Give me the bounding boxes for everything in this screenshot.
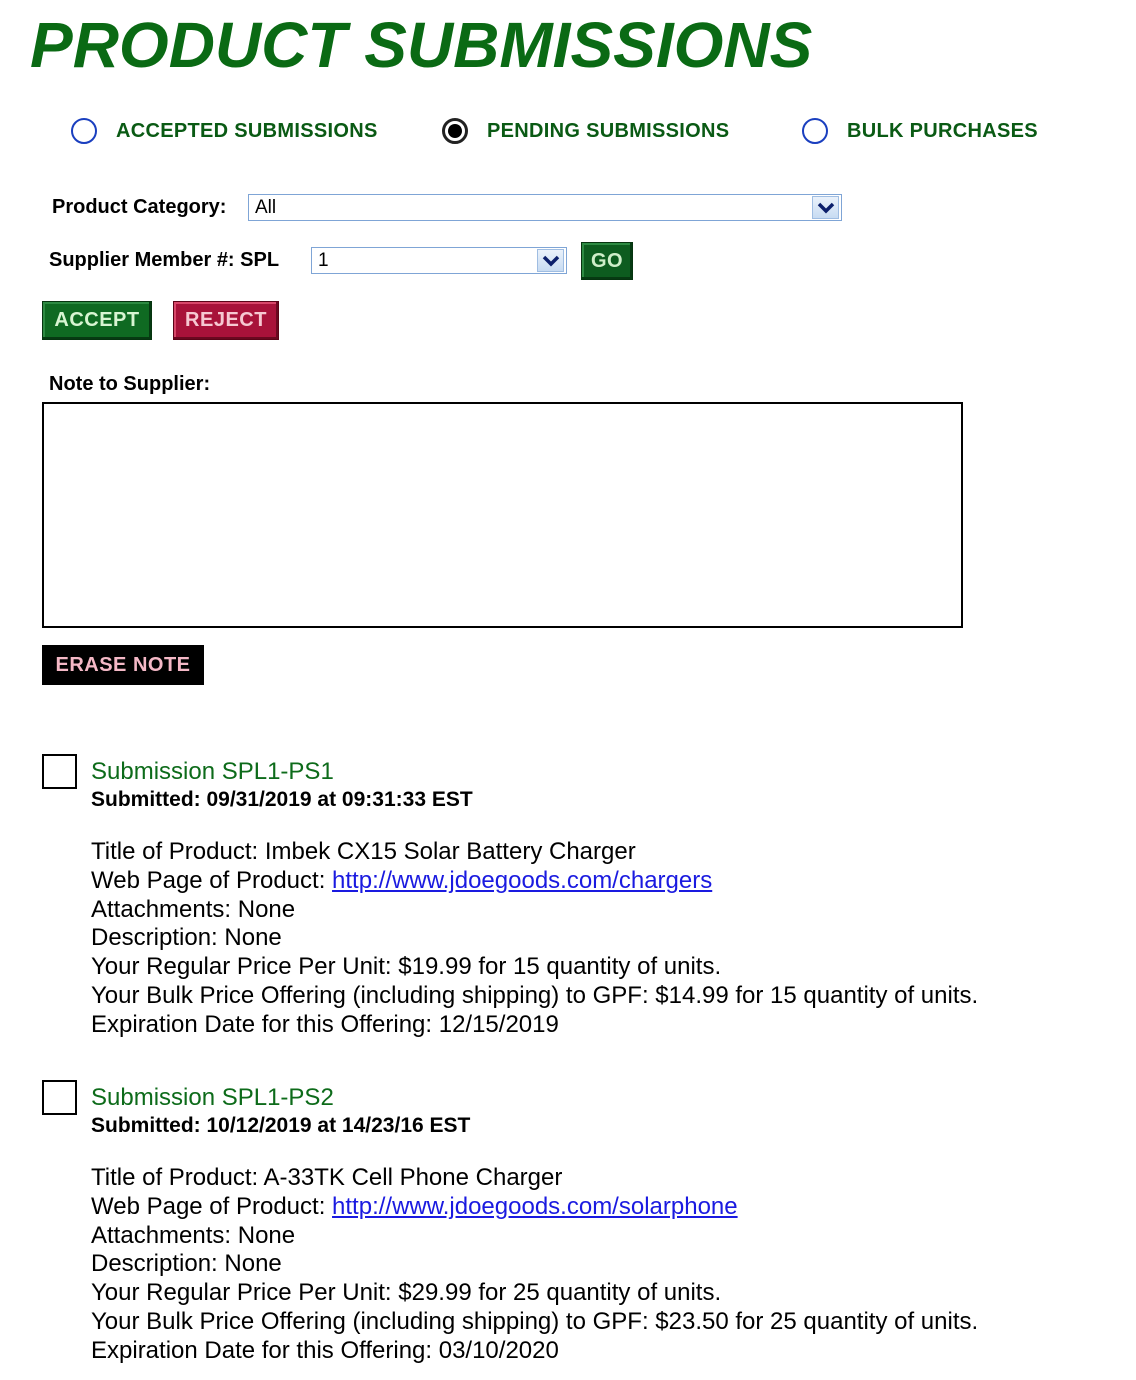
radio-unchecked-icon[interactable] bbox=[802, 118, 828, 144]
product-title-value: Imbek CX15 Solar Battery Charger bbox=[264, 838, 636, 865]
web-page-line bbox=[91, 867, 978, 896]
web-page-label: Web Page of Product: bbox=[91, 1192, 333, 1220]
product-title-label: Title of Product: bbox=[91, 1164, 264, 1191]
submission-checkbox[interactable] bbox=[42, 754, 77, 789]
accept-button[interactable]: ACCEPT bbox=[42, 301, 152, 340]
product-title-line bbox=[91, 838, 978, 867]
attachments-line: Attachments: None bbox=[91, 895, 296, 923]
radio-label[interactable]: ACCEPTED SUBMISSIONS bbox=[116, 119, 378, 142]
submission-title: Submission SPL1-PS2 bbox=[91, 1084, 334, 1111]
submission-item bbox=[0, 754, 1136, 1044]
note-to-supplier-textarea[interactable] bbox=[42, 402, 963, 628]
erase-note-button[interactable]: ERASE NOTE bbox=[42, 645, 204, 685]
product-title-label: Title of Product: bbox=[91, 838, 265, 865]
regular-price-line: Your Regular Price Per Unit: $19.99 for 15 quantity of units. bbox=[91, 953, 722, 981]
supplier-member-label: Supplier Member #: SPL bbox=[49, 249, 280, 271]
radio-bulk-purchases[interactable] bbox=[802, 115, 1038, 147]
radio-unchecked-icon[interactable] bbox=[71, 118, 97, 144]
submission-type-radio-group bbox=[0, 115, 1136, 147]
submission-details bbox=[91, 1164, 978, 1366]
supplier-member-value: 1 bbox=[318, 249, 329, 271]
submission-item bbox=[0, 1080, 1136, 1370]
web-page-line bbox=[91, 1193, 978, 1222]
regular-price-line: Your Regular Price Per Unit: $29.99 for 25 quantity of units. bbox=[91, 1279, 722, 1307]
product-web-link[interactable]: http://www.jdoegoods.com/solarphone bbox=[332, 1192, 738, 1220]
bulk-price-line: Your Bulk Price Offering (including shipping) to GPF: $23.50 for 25 quantity of units. bbox=[91, 1307, 979, 1335]
radio-checked-icon[interactable] bbox=[442, 118, 468, 144]
product-title-line bbox=[91, 1164, 978, 1193]
note-label: Note to Supplier: bbox=[49, 373, 211, 395]
description-line: Description: None bbox=[91, 1250, 282, 1278]
attachments-line: Attachments: None bbox=[91, 1221, 296, 1249]
go-button[interactable]: GO bbox=[581, 242, 633, 280]
product-web-link[interactable]: http://www.jdoegoods.com/chargers bbox=[332, 866, 713, 894]
reject-button[interactable]: REJECT bbox=[173, 301, 279, 340]
radio-label[interactable]: BULK PURCHASES bbox=[847, 119, 1038, 142]
web-page-label: Web Page of Product: bbox=[91, 866, 333, 894]
product-category-label: Product Category: bbox=[52, 196, 227, 218]
submission-checkbox[interactable] bbox=[42, 1080, 77, 1115]
page-title: PRODUCT SUBMISSIONS bbox=[30, 9, 813, 81]
submission-date: Submitted: 10/12/2019 at 14/23/16 EST bbox=[91, 1114, 471, 1137]
supplier-member-select[interactable] bbox=[311, 247, 567, 274]
expiration-line: Expiration Date for this Offering: 03/10/2020 bbox=[91, 1336, 559, 1364]
product-category-value: All bbox=[255, 196, 277, 218]
submission-title: Submission SPL1-PS1 bbox=[91, 758, 334, 785]
chevron-down-icon[interactable] bbox=[537, 249, 564, 272]
submission-details bbox=[91, 838, 978, 1040]
bulk-price-line: Your Bulk Price Offering (including shipping) to GPF: $14.99 for 15 quantity of units. bbox=[91, 981, 979, 1009]
submission-date: Submitted: 09/31/2019 at 09:31:33 EST bbox=[91, 788, 473, 811]
description-line: Description: None bbox=[91, 924, 282, 952]
chevron-down-icon[interactable] bbox=[812, 196, 839, 219]
radio-accepted-submissions[interactable] bbox=[71, 115, 378, 147]
radio-dot-icon bbox=[448, 124, 462, 138]
product-category-select[interactable] bbox=[248, 194, 842, 221]
expiration-line: Expiration Date for this Offering: 12/15/2019 bbox=[91, 1010, 559, 1038]
radio-pending-submissions[interactable] bbox=[442, 115, 729, 147]
radio-label[interactable]: PENDING SUBMISSIONS bbox=[487, 119, 730, 142]
product-title-value: A-33TK Cell Phone Charger bbox=[263, 1164, 563, 1191]
